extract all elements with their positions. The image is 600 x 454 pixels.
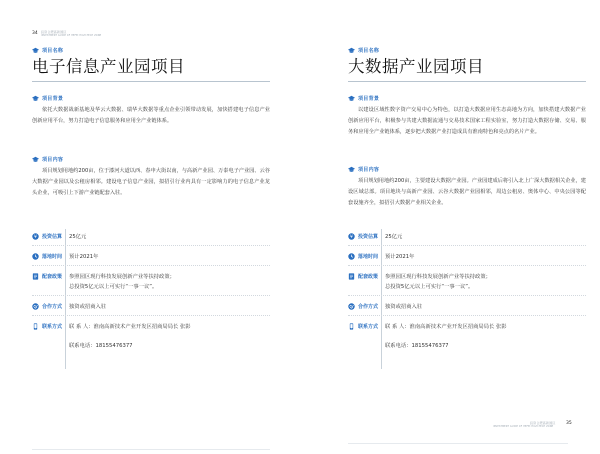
title-divider <box>32 81 270 82</box>
project-title: 电子信息产业园项目 <box>32 57 185 76</box>
handshake-icon <box>348 303 355 310</box>
svg-text:¥: ¥ <box>350 235 353 240</box>
money-icon <box>348 233 355 240</box>
content-tag <box>32 155 270 163</box>
money-icon <box>32 233 39 240</box>
background-tag <box>32 94 270 102</box>
clock-icon <box>32 253 39 260</box>
schedule-label: 落地时间 <box>358 254 379 260</box>
project-title: 大数据产业园项目 <box>348 57 484 76</box>
investment-label: 投资估算 <box>358 234 379 240</box>
background-text: 依托大数据战新基地及华云大数据、瑞华大数据等重点企业引领带动发展，加快搭建电子信息产业创新应用平台，努力打造电子信息服务和应用全产业链体系。 <box>32 107 270 124</box>
graduation-cap-icon <box>348 47 355 54</box>
row-divider <box>32 315 270 316</box>
cooperation-label: 合作方式 <box>358 304 379 310</box>
row-divider <box>32 295 270 296</box>
row-divider <box>348 245 586 246</box>
policy-line-2: 总投资5亿元以上可实行“一事一议”。 <box>69 284 158 290</box>
policy-icon <box>32 273 39 280</box>
schedule-value: 预计2021年 <box>69 254 99 260</box>
contact-person: 联 系 人：淮南高新技术产业开发区招商局局长 张影 <box>385 324 507 330</box>
investment-value: 25亿元 <box>385 234 403 240</box>
running-subtitle-right: INVESTMENT GUIDE OF HEFEI HIGH-TECH ZONE <box>493 425 554 428</box>
graduation-cap-icon <box>348 166 355 173</box>
content-section <box>32 155 270 198</box>
contact-phone: 联系电话：18155476377 <box>69 343 133 349</box>
background-section <box>348 94 586 137</box>
content-text: 项目规划用地约200亩，主要建设大数据产业园。产业园建成后将引入北上广深大数据相关企业，建设区域总部。项目地块与高新产业园、云谷大数据产业园相邻，周边公租房、奥体中心、中央公园等配套设施齐全，拟招引大数据产业相关企业。 <box>348 178 586 206</box>
row-divider <box>348 265 586 266</box>
graduation-cap-icon <box>32 95 39 102</box>
cooperation-value: 独资或招商入驻 <box>69 304 107 310</box>
page-number-left: 34 <box>32 31 38 36</box>
running-title-right: 投资合肥高新园区 <box>530 421 556 425</box>
content-text: 项目规划用地约200亩，位于漆河大道以西、春申大街以南，与高新产业园、万泰电子产业园、云谷大数据产业园以及公租房相邻。建设电子信息产业园，拟招引行业内具有一定影响力的电子信息产业龙头企业，可吸引上下游产业链配套入驻。 <box>32 168 270 196</box>
schedule-value: 预计2021年 <box>385 254 415 260</box>
running-subtitle-left: INVESTMENT GUIDE OF HEFEI HIGH-TECH ZONE <box>41 34 102 37</box>
investment-label: 投资估算 <box>42 234 63 240</box>
content-label: 项目内容 <box>358 166 380 173</box>
title-divider <box>348 81 586 82</box>
background-text: 以建设区域性数字资产交易中心为特色，以打造大数据应用生态高地为方向，加快搭建大数据产业创新应用平台，积极参与共建大数据流通与交易技术国家工程实验室，努力打造大数据存储、交易、服务和应用全产业链体系，逐步把大数据产业打造成具有淮南特色和亮点的名片产业。 <box>348 107 586 135</box>
phone-icon <box>32 323 39 330</box>
policy-label: 配套政策 <box>358 274 379 280</box>
content-tag <box>348 165 586 173</box>
cooperation-label: 合作方式 <box>42 304 63 310</box>
project-name-tag <box>32 46 270 54</box>
policy-line-1: 参照园区现行科技发展创新产业等扶持政策； <box>385 274 491 280</box>
project-column-right <box>348 46 586 349</box>
handshake-icon <box>32 303 39 310</box>
running-title-left: 投资合肥高新园区 <box>41 30 67 34</box>
row-divider <box>348 315 586 316</box>
footer-rule-right <box>348 443 568 444</box>
content-label: 项目内容 <box>42 156 64 163</box>
page-number-right: 35 <box>566 421 572 426</box>
schedule-label: 落地时间 <box>42 254 63 260</box>
project-name-label: 项目名称 <box>42 47 64 54</box>
background-section <box>32 94 270 127</box>
graduation-cap-icon <box>32 156 39 163</box>
content-section <box>348 165 586 208</box>
policy-line-1: 参照园区现行科技发展创新产业等扶持政策； <box>69 274 175 280</box>
clock-icon <box>348 253 355 260</box>
policy-line-2: 总投资5亿元以上可实行“一事一议”。 <box>385 284 474 290</box>
background-label: 项目背景 <box>358 95 380 102</box>
contact-label: 联系方式 <box>358 324 379 330</box>
row-divider <box>32 265 270 266</box>
cooperation-value: 独资或招商入驻 <box>385 304 423 310</box>
phone-icon <box>348 323 355 330</box>
policy-icon <box>348 273 355 280</box>
contact-person: 联 系 人：淮南高新技术产业开发区招商局局长 张影 <box>69 324 191 330</box>
project-name-label: 项目名称 <box>358 47 380 54</box>
project-name-tag <box>348 46 586 54</box>
background-label: 项目背景 <box>42 95 64 102</box>
footer-rule-left <box>32 449 270 450</box>
info-divider <box>65 229 66 369</box>
svg-text:¥: ¥ <box>34 235 37 240</box>
background-tag <box>348 94 586 102</box>
row-divider <box>348 295 586 296</box>
contact-phone: 联系电话：18155476377 <box>385 343 449 349</box>
row-divider <box>32 245 270 246</box>
info-divider <box>381 229 382 369</box>
investment-value: 25亿元 <box>69 234 87 240</box>
project-column-left <box>32 46 270 349</box>
graduation-cap-icon <box>348 95 355 102</box>
graduation-cap-icon <box>32 47 39 54</box>
policy-label: 配套政策 <box>42 274 63 280</box>
contact-label: 联系方式 <box>42 324 63 330</box>
